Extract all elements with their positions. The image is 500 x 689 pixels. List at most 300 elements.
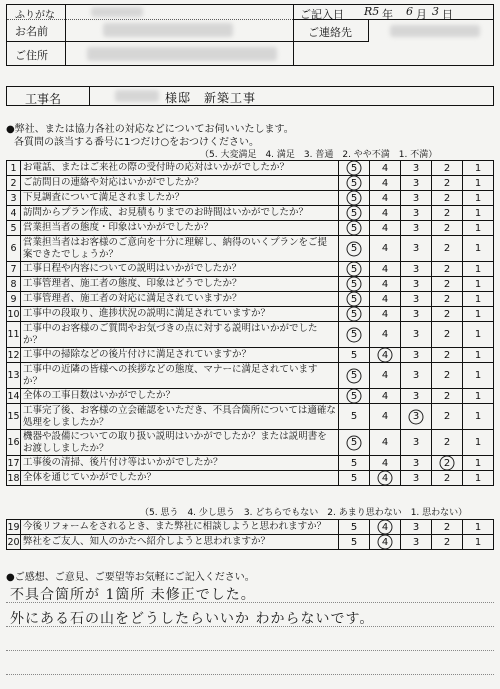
rating-option-1[interactable] [463,430,494,456]
rating-value: 4 [381,278,389,290]
question-number: 19 [7,521,20,533]
rating-option-1[interactable] [463,307,494,322]
rating-value: 2 [443,411,451,422]
rating-option-2[interactable] [432,236,463,262]
selected-circle-mark [378,348,393,363]
rating-option-2[interactable] [432,535,463,550]
rating-value: 2 [443,162,451,174]
question-text: 機器や設備についての取り扱い説明はいかがでしたか？または説明書をお渡ししましたか？ [21,430,339,456]
rating-option-2[interactable] [432,456,463,471]
rating-value: 4 [381,457,389,469]
question-text: 工事中の近隣の皆様への挨拶などの態度、マナーに満足されていますか？ [21,363,339,389]
question-text: 工事完了後、お客様の立会確認をいただき、不具合箇所については適確な処理をしましたか？ [21,404,339,430]
project-label: 工事名 [25,92,62,106]
rating-value: 3 [412,177,420,189]
rating-value: 4 [381,162,389,174]
question-table-1 [6,160,494,486]
rating-value: 3 [412,293,420,305]
rating-option-1[interactable] [463,277,494,292]
rating-option-4[interactable] [370,322,401,348]
selected-circle-mark [347,277,362,292]
rating-value: 5 [350,278,358,290]
rating-value: 1 [474,263,482,275]
rating-option-4[interactable] [370,520,401,535]
rating-option-3[interactable] [401,404,432,430]
rating-option-1[interactable] [463,404,494,430]
rating-value: 4 [381,293,389,305]
selected-circle-mark [347,292,362,307]
rating-value: 2 [443,349,451,361]
rating-value: 5 [350,308,358,320]
rating-option-4[interactable] [370,236,401,262]
rating-option-2[interactable] [432,404,463,430]
question-number: 3 [7,191,21,206]
question-text: 工事後の清掃、後片付け等はいかがでしたか？ [21,456,339,471]
rating-value: 4 [381,390,389,402]
rating-option-1[interactable] [463,535,494,550]
rating-value: 2 [443,329,451,340]
rating-value: 4 [381,308,389,320]
rating-option-5[interactable] [339,363,370,389]
rating-value: 2 [443,390,451,402]
redacted-furigana [91,7,143,17]
rating-value: 5 [350,243,358,254]
rating-option-5[interactable] [339,389,370,404]
rating-value: 2 [443,177,451,189]
date-box [294,4,494,20]
rating-value: 3 [412,390,420,402]
rating-value: 1 [474,177,482,189]
comments-label: ●ご感想、ご意見、ご要望等お気軽にご記入ください。 [6,572,255,583]
rating-option-3[interactable] [401,176,432,191]
rating-value: 3 [412,349,420,361]
rating-value: 4 [381,521,389,533]
comments-area [6,582,494,686]
rating-option-2[interactable] [432,206,463,221]
rating-option-5[interactable] [339,520,370,535]
selected-circle-mark [347,368,362,383]
question-number: 2 [7,176,21,191]
rating-value: 3 [412,278,420,290]
rating-value: 3 [412,521,420,533]
question-number: 9 [7,292,21,307]
comment-line-1: 不具合箇所が 1箇所 未修正でした。 [10,587,256,603]
rating-value: 5 [350,222,358,234]
question-row [7,471,494,486]
rating-option-4[interactable] [370,277,401,292]
rating-option-1[interactable] [463,176,494,191]
rating-option-1[interactable] [463,389,494,404]
question-text: 工事管理者、施工者の態度、印象はどうでしたか？ [21,277,339,292]
rating-value: 2 [443,308,451,320]
rating-option-3[interactable] [401,363,432,389]
rating-option-3[interactable] [401,430,432,456]
rating-option-1[interactable] [463,520,494,535]
contact-box [294,19,494,66]
rating-option-3[interactable] [401,161,432,176]
rating-value: 2 [443,536,451,548]
question-number: 4 [7,206,21,221]
rating-option-1[interactable] [463,191,494,206]
rating-option-4[interactable] [370,262,401,277]
question-row [7,176,494,191]
question-number: 18 [7,472,20,484]
rating-value: 2 [443,521,451,533]
question-row [7,363,494,389]
rating-value: 5 [350,329,358,340]
question-number: 12 [7,349,20,361]
rating-value: 5 [350,177,358,189]
rating-value: 4 [381,472,389,484]
question-text: 訪問からプラン作成、お見積もりまでのお時間はいかがでしたか？ [21,206,339,221]
selected-circle-mark [378,535,393,550]
question-number: 16 [7,430,21,456]
rating-value: 4 [381,349,389,361]
question-row [7,277,494,292]
question-number: 6 [7,236,21,262]
rating-value: 1 [474,457,482,469]
rating-value: 2 [443,437,451,448]
rating-option-3[interactable] [401,471,432,486]
rating-value: 1 [474,192,482,204]
rating-value: 4 [381,536,389,548]
question-text: 全体を通じていかがでしたか？ [21,471,339,486]
rating-option-5[interactable] [339,176,370,191]
rating-option-2[interactable] [432,471,463,486]
question-number: 8 [7,277,21,292]
rating-value: 5 [350,411,358,422]
rating-value: 1 [474,207,482,219]
rating-option-4[interactable] [370,348,401,363]
date-month: 6 [406,5,413,18]
rating-option-5[interactable] [339,277,370,292]
rating-value: 3 [412,457,420,469]
rating-value: 3 [412,192,420,204]
rating-value: 5 [350,457,358,469]
furigana-label: ふりがな [15,10,55,21]
rating-option-5[interactable] [339,471,370,486]
redacted-client [115,90,159,102]
question-text: 工事中の掃除などの後片付けに満足されていますか？ [21,348,339,363]
rating-value: 1 [474,370,482,381]
question-number: 1 [7,161,21,176]
rating-value: 4 [381,222,389,234]
rating-value: 5 [350,192,358,204]
rating-option-3[interactable] [401,221,432,236]
selected-circle-mark [378,471,393,486]
rating-value: 5 [350,293,358,305]
rating-option-5[interactable] [339,404,370,430]
rating-option-2[interactable] [432,307,463,322]
day-unit: 日 [442,8,453,21]
question-text: ご訪問日の連絡や対応はいかがでしたか？ [21,176,339,191]
intro-line1: ●弊社、または協力各社の対応などについてお伺いいたします。 [6,124,294,135]
rating-value: 1 [474,162,482,174]
rating-option-2[interactable] [432,389,463,404]
rating-value: 1 [474,390,482,402]
selected-circle-mark [347,307,362,322]
date-year: R5 [364,5,380,18]
question-text: 工事管理者、施工者の対応に満足されていますか？ [21,292,339,307]
rating-option-3[interactable] [401,322,432,348]
rating-option-1[interactable] [463,262,494,277]
date-label: ご記入日 [300,8,344,21]
rating-option-1[interactable] [463,471,494,486]
month-unit: 月 [416,8,427,21]
rating-option-2[interactable] [432,262,463,277]
question-number: 17 [7,457,20,469]
rating-option-1[interactable] [463,292,494,307]
rating-value: 2 [443,293,451,305]
rating-option-1[interactable] [463,456,494,471]
rating-option-5[interactable] [339,535,370,550]
rating-value: 1 [474,329,482,340]
rating-option-1[interactable] [463,363,494,389]
rating-option-2[interactable] [432,161,463,176]
rating-value: 2 [443,207,451,219]
question-number: 11 [7,322,21,348]
question-text: 工事中の段取り、進捗状況の説明に満足されていますか？ [21,307,339,322]
rating-option-4[interactable] [370,535,401,550]
rating-option-2[interactable] [432,221,463,236]
rating-option-3[interactable] [401,277,432,292]
selected-circle-mark [347,176,362,191]
redacted-name [103,23,233,37]
rating-value: 2 [443,192,451,204]
selected-circle-mark [440,456,455,471]
rating-value: 1 [474,536,482,548]
selected-circle-mark [347,435,362,450]
rating-option-3[interactable] [401,389,432,404]
question-row [7,206,494,221]
rating-option-5[interactable] [339,430,370,456]
rating-value: 2 [443,457,451,469]
rating-value: 2 [443,222,451,234]
rating-value: 1 [474,472,482,484]
rating-option-3[interactable] [401,456,432,471]
question-number: 10 [7,308,20,320]
question-text: お電話、またはご来社の際の受付時の応対はいかがでしたか？ [21,161,339,176]
rating-option-2[interactable] [432,363,463,389]
selected-circle-mark [409,409,424,424]
rating-value: 2 [443,278,451,290]
rating-option-2[interactable] [432,191,463,206]
rating-option-5[interactable] [339,456,370,471]
rating-option-2[interactable] [432,430,463,456]
rating-value: 1 [474,411,482,422]
rating-option-1[interactable] [463,236,494,262]
rating-option-2[interactable] [432,176,463,191]
question-text: 工事日程や内容についての説明はいかがでしたか？ [21,262,339,277]
scale-legend-1: （5. 大変満足 4. 満足 3. 普通 2. やや不満 1. 不満） [200,150,438,160]
rating-value: 4 [381,370,389,381]
rating-value: 3 [412,411,420,422]
rating-option-4[interactable] [370,363,401,389]
rating-option-4[interactable] [370,404,401,430]
project-box [6,86,494,106]
rating-option-5[interactable] [339,236,370,262]
project-name: 様邸 新築工事 [165,91,257,105]
rating-option-5[interactable] [339,221,370,236]
selected-circle-mark [347,221,362,236]
rating-value: 4 [381,192,389,204]
rating-option-4[interactable] [370,221,401,236]
question-row [7,262,494,277]
rating-value: 3 [412,437,420,448]
address-label: ご住所 [15,49,48,62]
rating-option-5[interactable] [339,262,370,277]
redacted-phone [390,25,480,37]
question-text: 営業担当者の態度・印象はいかがでしたか？ [21,221,339,236]
rating-value: 3 [412,329,420,340]
question-row [7,191,494,206]
selected-circle-mark [347,327,362,342]
question-row [7,221,494,236]
rating-option-3[interactable] [401,348,432,363]
question-number: 13 [7,363,21,389]
rating-value: 1 [474,243,482,254]
date-day: 3 [432,5,439,18]
question-row [7,456,494,471]
rating-value: 3 [412,222,420,234]
rating-option-2[interactable] [432,520,463,535]
rating-option-5[interactable] [339,292,370,307]
rating-option-3[interactable] [401,292,432,307]
selected-circle-mark [347,262,362,277]
rating-value: 4 [381,263,389,275]
selected-circle-mark [347,161,362,176]
year-unit: 年 [382,8,393,21]
question-text: 営業担当者はお客様のご意向を十分に理解し、納得のいくプランをご提案できたでしょうか？ [21,236,339,262]
rating-value: 1 [474,521,482,533]
rating-value: 5 [350,521,358,533]
rating-value: 4 [381,177,389,189]
rating-value: 4 [381,243,389,254]
rating-value: 2 [443,263,451,275]
rating-option-5[interactable] [339,161,370,176]
rating-option-2[interactable] [432,348,463,363]
question-row [7,389,494,404]
rating-value: 2 [443,472,451,484]
rating-option-1[interactable] [463,206,494,221]
rating-value: 5 [350,263,358,275]
rating-value: 5 [350,437,358,448]
rating-option-3[interactable] [401,535,432,550]
rating-option-1[interactable] [463,221,494,236]
question-number: 20 [7,536,20,548]
rating-option-2[interactable] [432,322,463,348]
rating-option-4[interactable] [370,191,401,206]
rating-option-3[interactable] [401,206,432,221]
rating-option-3[interactable] [401,191,432,206]
rating-option-2[interactable] [432,292,463,307]
question-row [7,292,494,307]
rating-value: 4 [381,329,389,340]
question-number: 7 [7,262,21,277]
comment-line-2: 外にある石の山をどうしたらいいか わからないです。 [10,611,375,627]
rating-value: 2 [443,370,451,381]
rating-option-4[interactable] [370,307,401,322]
rating-value: 1 [474,349,482,361]
rating-option-3[interactable] [401,520,432,535]
rating-option-4[interactable] [370,206,401,221]
question-text: 今後リフォームをされるとき、また弊社に相談しようと思われますか？ [21,520,339,535]
rating-value: 5 [350,370,358,381]
rating-value: 1 [474,308,482,320]
rating-value: 1 [474,437,482,448]
rating-value: 3 [412,243,420,254]
rating-option-4[interactable] [370,389,401,404]
question-row [7,236,494,262]
rating-value: 5 [350,472,358,484]
selected-circle-mark [347,191,362,206]
rating-option-4[interactable] [370,161,401,176]
rating-option-4[interactable] [370,456,401,471]
question-text: 全体の工事日数はいかがでしたか？ [21,389,339,404]
question-text: 下見調査について満足されましたか？ [21,191,339,206]
rating-value: 3 [412,370,420,381]
question-row [7,348,494,363]
customer-info-box [6,4,294,66]
rating-option-3[interactable] [401,236,432,262]
rating-option-1[interactable] [463,161,494,176]
rating-option-5[interactable] [339,191,370,206]
question-number: 15 [7,404,21,430]
question-text: 工事中のお客様のご質問やお気づきの点に対する説明はいかがでしたか？ [21,322,339,348]
scale-legend-2: （5. 思う 4. 少し思う 3. どちらでもない 2. あまり思わない 1. 思わない） [140,508,468,518]
rating-option-5[interactable] [339,307,370,322]
name-label: お名前 [15,25,48,38]
rating-value: 5 [350,207,358,219]
rating-option-4[interactable] [370,292,401,307]
rating-value: 1 [474,222,482,234]
question-text: 弊社をご友人、知人のかたへ紹介しようと思われますか？ [21,535,339,550]
selected-circle-mark [347,206,362,221]
intro-line2: 各質問の該当する番号に1つだけ○をおつけください。 [14,137,259,148]
question-row [7,161,494,176]
rating-value: 3 [412,162,420,174]
rating-option-1[interactable] [463,348,494,363]
rating-option-2[interactable] [432,277,463,292]
rating-option-4[interactable] [370,471,401,486]
rating-value: 3 [412,308,420,320]
rating-option-5[interactable] [339,206,370,221]
question-row [7,520,494,535]
rating-option-5[interactable] [339,348,370,363]
question-row [7,307,494,322]
rating-value: 5 [350,390,358,402]
question-number: 14 [7,390,20,402]
rating-option-3[interactable] [401,262,432,277]
contact-label: ご連絡先 [308,26,352,39]
rating-value: 2 [443,243,451,254]
question-row [7,322,494,348]
selected-circle-mark [378,520,393,535]
question-number: 5 [7,221,21,236]
rating-value: 3 [412,263,420,275]
rating-value: 4 [381,437,389,448]
rating-option-4[interactable] [370,176,401,191]
rating-value: 5 [350,349,358,361]
rating-value: 4 [381,207,389,219]
rating-value: 3 [412,536,420,548]
rating-option-1[interactable] [463,322,494,348]
rating-option-4[interactable] [370,430,401,456]
question-row [7,535,494,550]
rating-value: 5 [350,536,358,548]
rating-option-3[interactable] [401,307,432,322]
rating-option-5[interactable] [339,322,370,348]
